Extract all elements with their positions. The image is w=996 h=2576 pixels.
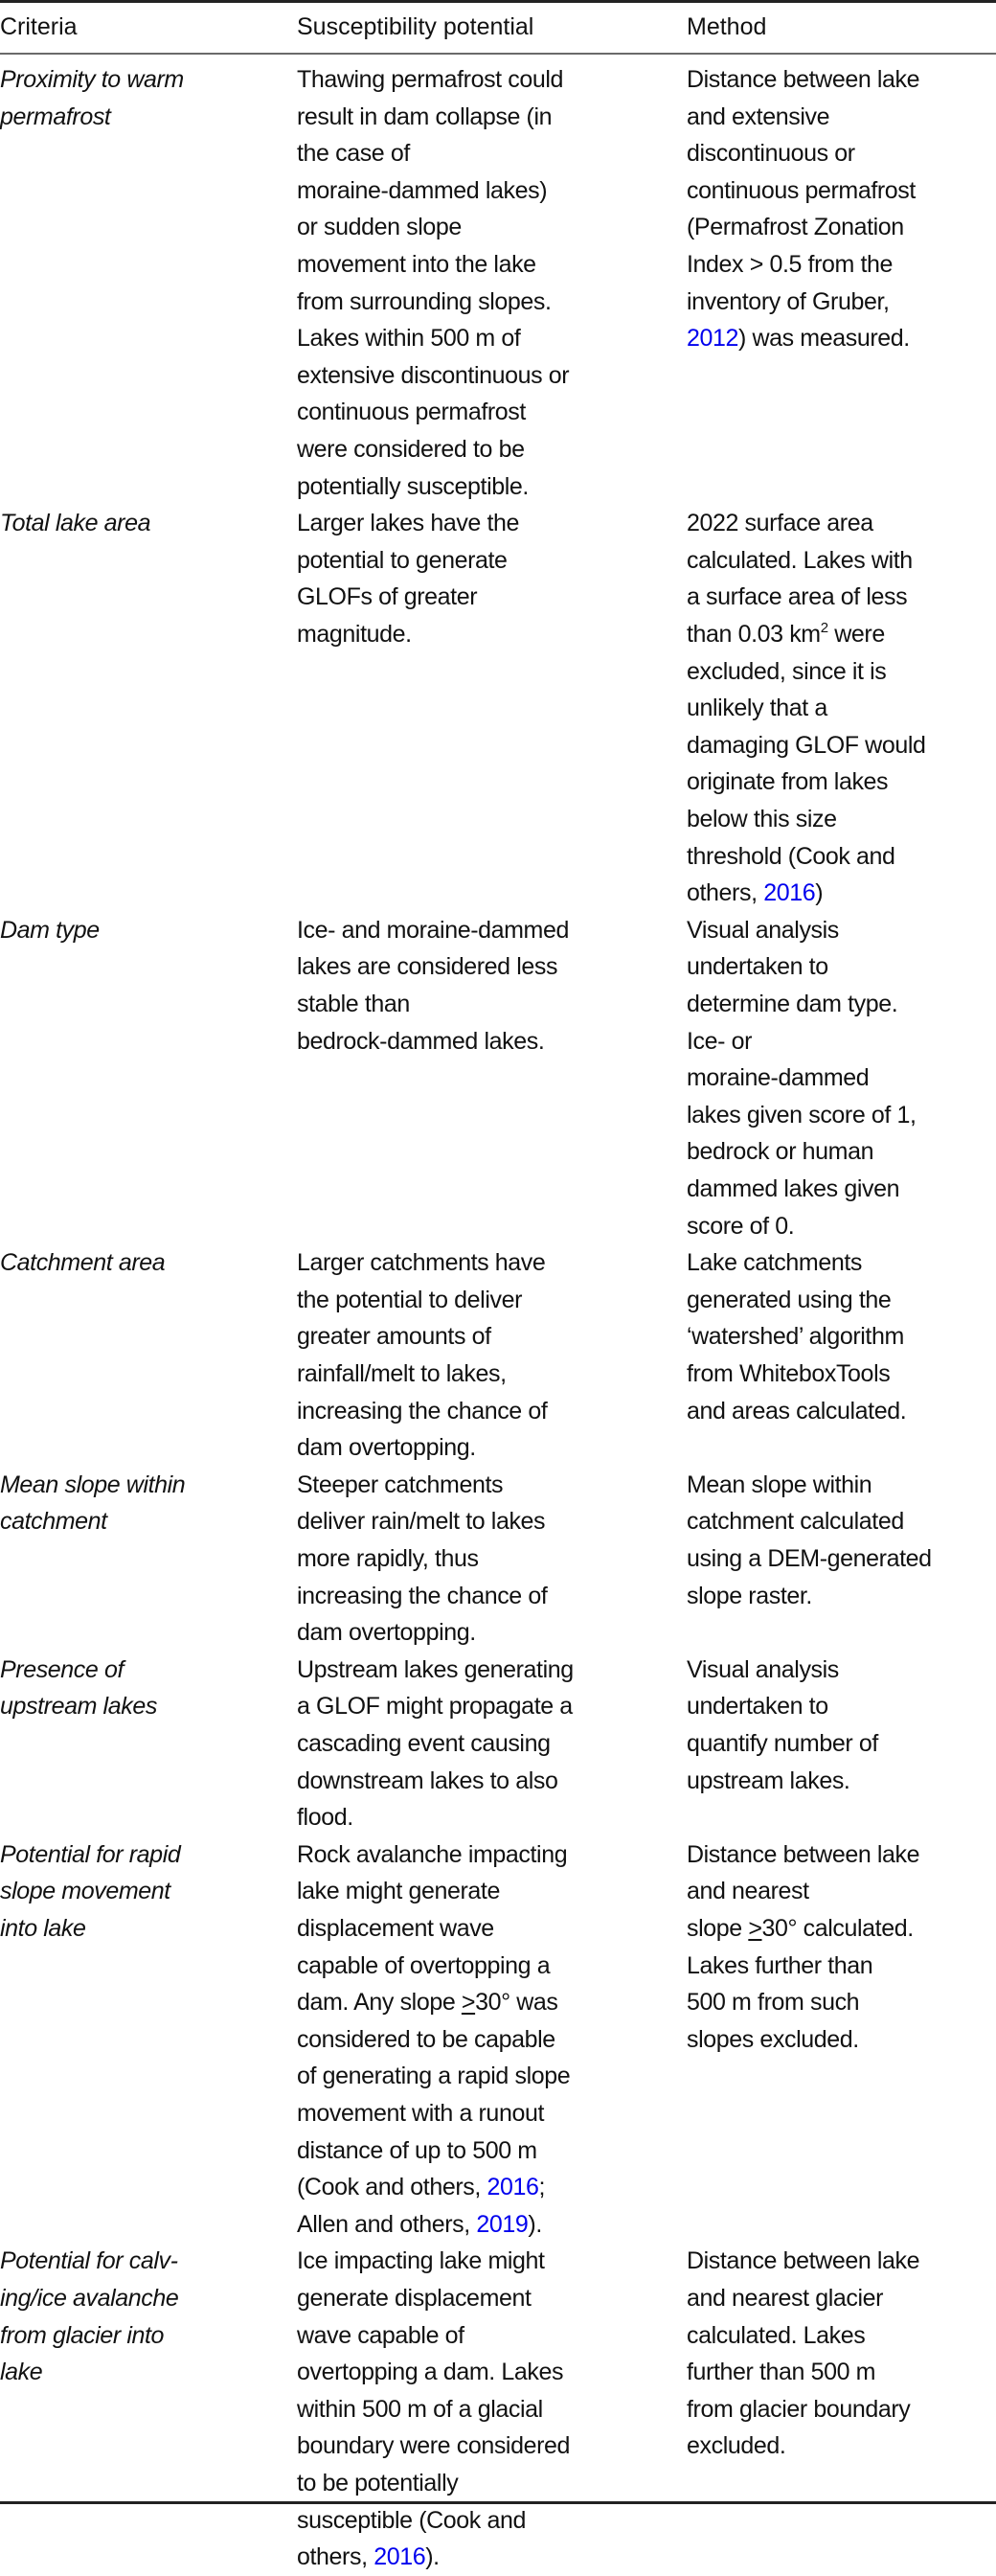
susceptibility-cell xyxy=(297,505,680,652)
method-line: 2022 surface area xyxy=(687,510,873,537)
method-line: (Permafrost Zonation xyxy=(687,214,904,241)
method-line: score of 0. xyxy=(687,1212,795,1240)
method-line: and areas calculated. xyxy=(687,1397,907,1425)
method-line: threshold (Cook and xyxy=(687,842,895,870)
citation-year-link[interactable]: 2016 xyxy=(374,2543,426,2571)
criteria-line: permafrost xyxy=(0,103,111,130)
criteria-line: upstream lakes xyxy=(0,1693,157,1721)
criteria-line: Potential for calv- xyxy=(0,2247,178,2275)
method-line: ‘watershed’ algorithm xyxy=(687,1323,904,1351)
method-line: further than 500 m xyxy=(687,2359,876,2386)
criteria-line: Dam type xyxy=(0,916,100,944)
greater-equal-symbol: > xyxy=(748,1914,762,1942)
susceptibility-line: within 500 m of a glacial xyxy=(297,2395,543,2423)
susceptibility-line: or sudden slope xyxy=(297,214,462,241)
susceptibility-line xyxy=(297,2169,680,2206)
susceptibility-line: stable than xyxy=(297,990,410,1017)
susceptibility-line: distance of up to 500 m xyxy=(297,2136,537,2164)
susceptibility-line: lakes are considered less xyxy=(297,953,558,981)
method-line: calculated. Lakes with xyxy=(687,546,913,574)
susceptibility-cell xyxy=(297,2243,680,2575)
text-segment: others, xyxy=(297,2543,374,2571)
method-line: bedrock or human xyxy=(687,1138,874,1166)
criteria-line: catchment xyxy=(0,1508,107,1536)
method-line: below this size xyxy=(687,805,837,832)
criteria-line: Catchment area xyxy=(0,1249,166,1277)
susceptibility-line: potentially susceptible. xyxy=(297,472,529,500)
criteria-line: Total lake area xyxy=(0,510,151,537)
susceptibility-cell xyxy=(297,61,680,505)
susceptibility-line xyxy=(297,2206,680,2244)
susceptibility-line: were considered to be xyxy=(297,435,525,463)
method-line: and extensive xyxy=(687,103,830,130)
susceptibility-line: displacement wave xyxy=(297,1914,494,1942)
table-row xyxy=(0,1244,996,1467)
susceptibility-line: moraine-dammed lakes) xyxy=(297,176,548,204)
table-body xyxy=(0,61,996,2576)
method-line: determine dam type. xyxy=(687,990,898,1017)
method-line: slopes excluded. xyxy=(687,2025,859,2053)
text-segment: slope xyxy=(687,1914,749,1942)
susceptibility-line: movement into the lake xyxy=(297,250,536,278)
table-header-rule xyxy=(0,53,996,55)
header-susceptibility-potential: Susceptibility potential xyxy=(297,13,534,40)
greater-equal-symbol: > xyxy=(461,1989,476,2017)
method-line: unlikely that a xyxy=(687,695,827,722)
susceptibility-cell xyxy=(297,912,680,1060)
susceptibility-line: rainfall/melt to lakes, xyxy=(297,1359,507,1387)
susceptibility-line: Rock avalanche impacting xyxy=(297,1840,568,1868)
method-line: originate from lakes xyxy=(687,768,889,796)
method-line xyxy=(687,320,996,357)
susceptibility-line xyxy=(297,2539,680,2576)
criteria-line: Proximity to warm xyxy=(0,66,184,93)
susceptibility-line: lake might generate xyxy=(297,1878,500,1905)
text-segment: 30° calculated. xyxy=(761,1914,914,1942)
method-line: using a DEM-generated xyxy=(687,1544,932,1572)
criteria-cell xyxy=(0,1652,287,1725)
method-line: Index > 0.5 from the xyxy=(687,250,894,278)
method-line: dammed lakes given xyxy=(687,1174,900,1202)
susceptibility-line: boundary were considered xyxy=(297,2432,571,2460)
criteria-cell xyxy=(0,912,287,949)
criteria-line: Potential for rapid xyxy=(0,1840,181,1868)
method-line: from glacier boundary xyxy=(687,2395,911,2423)
superscript: 2 xyxy=(820,619,828,636)
criteria-line: lake xyxy=(0,2359,43,2386)
susceptibility-line: from surrounding slopes. xyxy=(297,287,552,315)
criteria-cell xyxy=(0,1836,287,1948)
text-segment: than 0.03 km xyxy=(687,620,821,648)
susceptibility-line: deliver rain/melt to lakes xyxy=(297,1508,546,1536)
susceptibility-line: cascading event causing xyxy=(297,1729,551,1757)
header-criteria: Criteria xyxy=(0,13,78,40)
method-line: catchment calculated xyxy=(687,1508,904,1536)
method-cell xyxy=(687,1652,996,1799)
table-row xyxy=(0,505,996,912)
method-line xyxy=(687,616,996,653)
criteria-line: Mean slope within xyxy=(0,1470,186,1498)
method-cell xyxy=(687,2243,996,2465)
susceptibility-line: downstream lakes to also xyxy=(297,1767,558,1794)
susceptibility-line: Steeper catchments xyxy=(297,1470,504,1498)
susceptibility-line: continuous permafrost xyxy=(297,399,526,426)
method-line: Visual analysis xyxy=(687,1655,839,1683)
method-line: continuous permafrost xyxy=(687,176,916,204)
method-line: Lakes further than xyxy=(687,1951,873,1979)
susceptibility-line: dam overtopping. xyxy=(297,1619,476,1647)
criteria-cell xyxy=(0,1244,287,1282)
text-segment: ) was measured. xyxy=(738,325,910,353)
susceptibility-line: flood. xyxy=(297,1804,353,1832)
table-row xyxy=(0,1467,996,1652)
susceptibility-line: generate displacement xyxy=(297,2284,532,2312)
susceptibility-line: the potential to deliver xyxy=(297,1286,523,1313)
susceptibility-line: Larger lakes have the xyxy=(297,510,520,537)
method-line xyxy=(687,875,996,912)
susceptibility-line: bedrock-dammed lakes. xyxy=(297,1027,545,1055)
citation-year-link[interactable]: 2012 xyxy=(687,325,739,353)
susceptibility-line: a GLOF might propagate a xyxy=(297,1693,573,1721)
method-line: excluded, since it is xyxy=(687,657,887,685)
susceptibility-line: movement with a runout xyxy=(297,2099,544,2127)
susceptibility-line: greater amounts of xyxy=(297,1323,491,1351)
susceptibility-line: to be potentially xyxy=(297,2469,459,2496)
table-row xyxy=(0,1652,996,1836)
method-line: quantify number of xyxy=(687,1729,878,1757)
text-segment: ; xyxy=(538,2174,546,2201)
method-line: 500 m from such xyxy=(687,1989,860,2017)
text-segment: were xyxy=(827,620,885,648)
method-cell xyxy=(687,1244,996,1429)
susceptibility-line: GLOFs of greater xyxy=(297,583,478,611)
susceptibility-line: considered to be capable xyxy=(297,2025,555,2053)
susceptibility-line: Upstream lakes generating xyxy=(297,1655,574,1683)
criteria-line: into lake xyxy=(0,1914,86,1942)
method-cell xyxy=(687,505,996,912)
text-segment: (Cook and others, xyxy=(297,2174,487,2201)
susceptibility-cell xyxy=(297,1652,680,1836)
text-segment: dam. Any slope xyxy=(297,1989,462,2017)
susceptibility-line: Larger catchments have xyxy=(297,1249,546,1277)
table-row xyxy=(0,1836,996,2244)
method-line: Lake catchments xyxy=(687,1249,862,1277)
susceptibility-line: Ice- and moraine-dammed xyxy=(297,916,569,944)
method-line: Visual analysis xyxy=(687,916,839,944)
method-line: and nearest glacier xyxy=(687,2284,884,2312)
susceptibility-line: Thawing permafrost could xyxy=(297,66,564,93)
method-line: Ice- or xyxy=(687,1027,753,1055)
susceptibility-line: capable of overtopping a xyxy=(297,1951,551,1979)
susceptibility-cell xyxy=(297,1836,680,2244)
criteria-cell xyxy=(0,61,287,135)
method-line: calculated. Lakes xyxy=(687,2321,866,2349)
text-segment: Allen and others, xyxy=(297,2210,477,2238)
method-line: slope raster. xyxy=(687,1582,812,1609)
susceptibility-line: magnitude. xyxy=(297,620,412,648)
method-line: Mean slope within xyxy=(687,1470,872,1498)
susceptibility-line: increasing the chance of xyxy=(297,1582,548,1609)
criteria-line: ing/ice avalanche xyxy=(0,2284,179,2312)
method-line: inventory of Gruber, xyxy=(687,287,890,315)
method-line: and nearest xyxy=(687,1878,809,1905)
text-segment: ) xyxy=(815,879,824,907)
citation-year-link[interactable]: 2019 xyxy=(476,2210,529,2238)
table-row xyxy=(0,912,996,1244)
criteria-cell xyxy=(0,1467,287,1540)
susceptibility-line: of generating a rapid slope xyxy=(297,2063,571,2090)
method-line: from WhiteboxTools xyxy=(687,1359,891,1387)
susceptibility-cell xyxy=(297,1467,680,1652)
method-line xyxy=(687,1910,996,1948)
method-line: Distance between lake xyxy=(687,2247,920,2275)
susceptibility-line: extensive discontinuous or xyxy=(297,361,570,389)
table-row xyxy=(0,61,996,505)
header-method: Method xyxy=(687,13,767,40)
method-line: a surface area of less xyxy=(687,583,908,611)
method-line: Distance between lake xyxy=(687,66,920,93)
method-line: excluded. xyxy=(687,2432,786,2460)
criteria-cell xyxy=(0,505,287,542)
text-segment: 30° was xyxy=(475,1989,558,2017)
table-row xyxy=(0,2243,996,2575)
method-line: moraine-dammed xyxy=(687,1064,870,1092)
citation-year-link[interactable]: 2016 xyxy=(487,2174,539,2201)
text-segment: others, xyxy=(687,879,764,907)
method-cell xyxy=(687,1836,996,2059)
method-line: upstream lakes. xyxy=(687,1767,850,1794)
susceptibility-line: the case of xyxy=(297,140,410,168)
table-header-row xyxy=(0,9,996,47)
susceptibility-line xyxy=(297,1984,680,2021)
table-bottom-rule xyxy=(0,2501,996,2504)
susceptibility-line: more rapidly, thus xyxy=(297,1544,479,1572)
text-segment: ). xyxy=(425,2543,440,2571)
susceptibility-cell xyxy=(297,1244,680,1467)
method-line: lakes given score of 1, xyxy=(687,1101,917,1128)
susceptibility-line: increasing the chance of xyxy=(297,1397,548,1425)
text-segment: ). xyxy=(528,2210,542,2238)
susceptibility-line: result in dam collapse (in xyxy=(297,103,553,130)
method-line: damaging GLOF would xyxy=(687,731,926,759)
method-line: Distance between lake xyxy=(687,1840,920,1868)
criteria-line: slope movement xyxy=(0,1878,170,1905)
method-line: undertaken to xyxy=(687,953,828,981)
susceptibility-line: wave capable of xyxy=(297,2321,464,2349)
table-top-rule xyxy=(0,0,996,3)
susceptibility-line: overtopping a dam. Lakes xyxy=(297,2359,564,2386)
susceptibility-line: Lakes within 500 m of xyxy=(297,325,521,353)
method-line: generated using the xyxy=(687,1286,892,1313)
criteria-line: from glacier into xyxy=(0,2321,165,2349)
method-cell xyxy=(687,1467,996,1614)
criteria-line: Presence of xyxy=(0,1655,124,1683)
susceptibility-line: potential to generate xyxy=(297,546,508,574)
criteria-cell xyxy=(0,2243,287,2390)
method-cell xyxy=(687,912,996,1244)
susceptibility-line: susceptible (Cook and xyxy=(297,2506,526,2534)
method-line: undertaken to xyxy=(687,1693,828,1721)
method-cell xyxy=(687,61,996,357)
susceptibility-line: dam overtopping. xyxy=(297,1434,476,1462)
method-line: discontinuous or xyxy=(687,140,855,168)
susceptibility-line: Ice impacting lake might xyxy=(297,2247,545,2275)
citation-year-link[interactable]: 2016 xyxy=(763,879,816,907)
